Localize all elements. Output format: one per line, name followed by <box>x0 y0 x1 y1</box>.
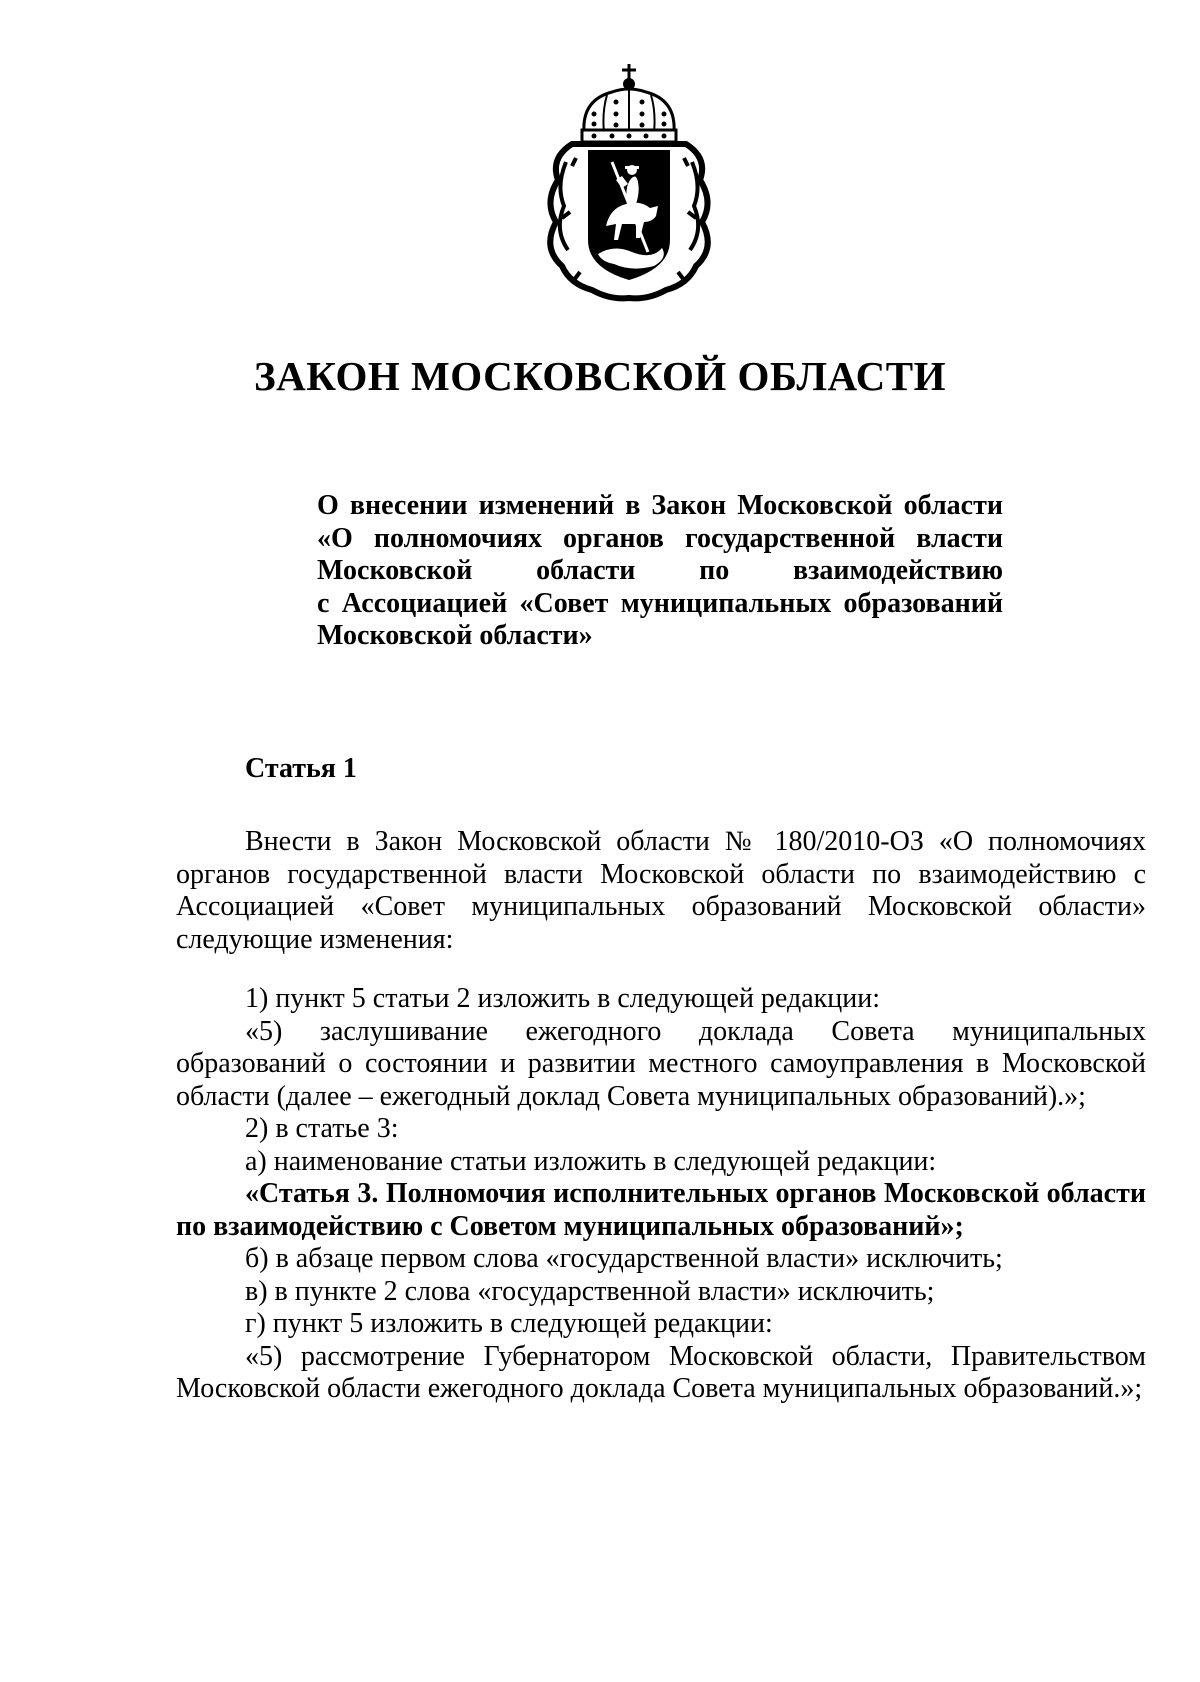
amendment-item: «5) рассмотрение Губернатором Московской области, Правительством Московской области ежегодного доклада Совета муниципальных образований.»; <box>176 1340 1146 1404</box>
amendment-item: в) в пункте 2 слова «государственной власти» исключить; <box>245 1275 935 1307</box>
subject-line: Московской области» <box>317 620 593 651</box>
amendments-list <box>176 983 1146 1406</box>
subject-line: О внесении изменений в Закон Московской области <box>317 490 1003 521</box>
amendment-item: г) пункт 5 изложить в следующей редакции: <box>245 1308 773 1339</box>
amendment-item: а) наименование статьи изложить в следующей редакции: <box>245 1145 937 1177</box>
subject-line: «О полномочиях органов государственной власти <box>317 522 1003 554</box>
subject-line: Московской области по взаимодействию <box>317 555 1003 586</box>
subject-line: с Ассоциацией «Совет муниципальных образований <box>317 587 1003 619</box>
coat-of-arms-icon <box>532 62 727 302</box>
article-heading: Статья 1 <box>245 753 357 784</box>
law-subject <box>317 490 1003 653</box>
intro-paragraph: Внести в Закон Московской области № 180/2010-ОЗ «О полномочиях органов государственной власти Московской области по взаимодействию с Ассоциацией «Совет муниципальных образований Московской области» следующие изменения: <box>176 826 1146 955</box>
amendment-item: «5) заслушивание ежегодного доклада Совета муниципальных образований о состоянии и развитии местного самоуправления в Московской области (далее – ежегодный доклад Совета муниципальных образований).»; <box>176 1015 1146 1112</box>
law-title: ЗАКОН МОСКОВСКОЙ ОБЛАСТИ <box>254 353 946 399</box>
amendment-item-bold: «Статья 3. Полномочия исполнительных органов Московской области по взаимодействию с Советом муниципальных образований»; <box>176 1178 1146 1242</box>
article-intro <box>176 826 1146 956</box>
amendment-item: 2) в статье 3: <box>245 1113 399 1144</box>
amendment-item: 1) пункт 5 статьи 2 изложить в следующей редакции: <box>245 983 881 1014</box>
amendment-item: б) в абзаце первом слова «государственной власти» исключить; <box>245 1243 1003 1274</box>
